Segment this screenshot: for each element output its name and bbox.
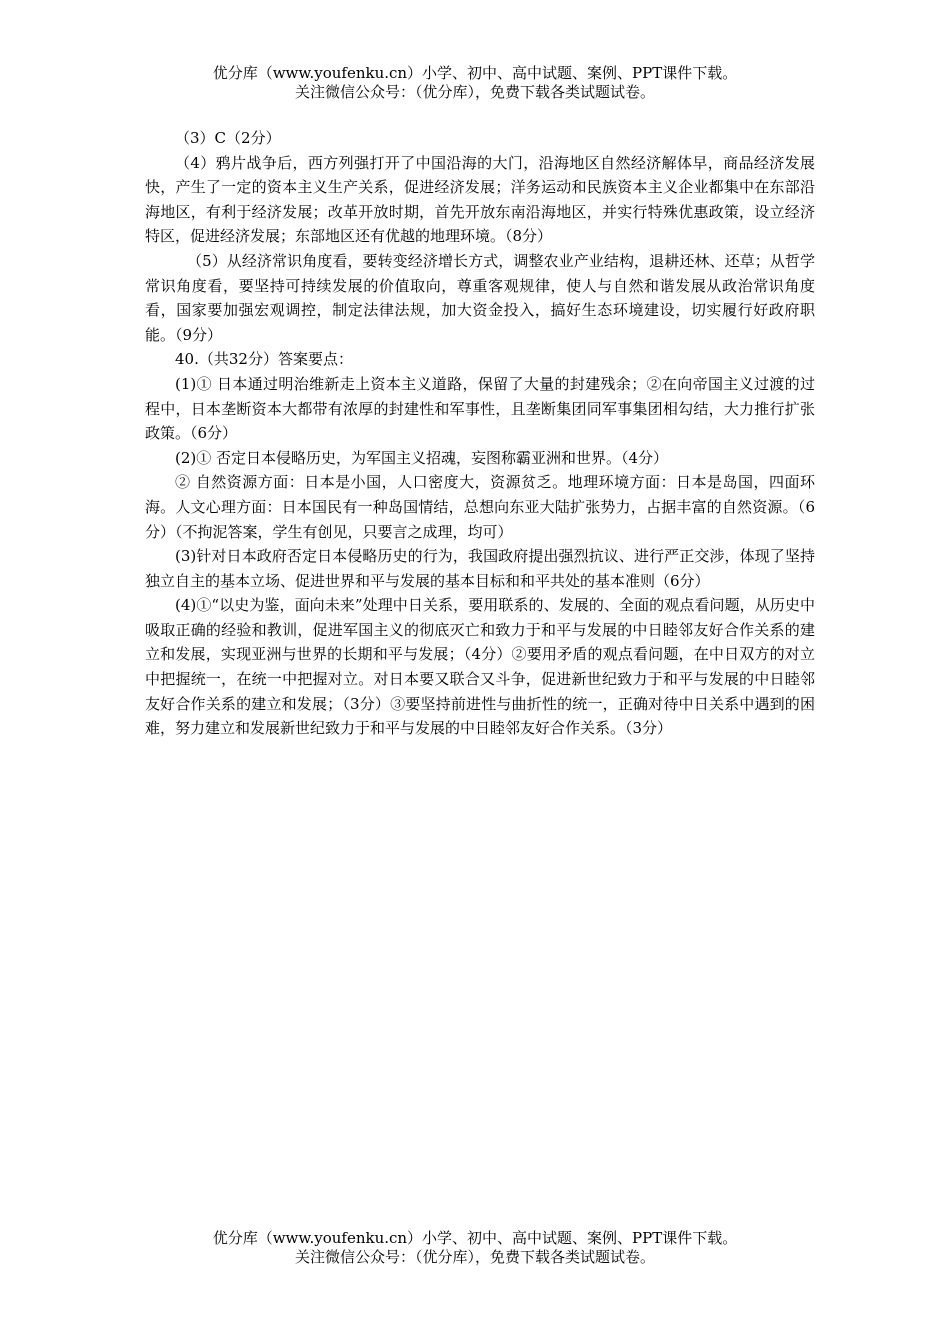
answer-body [145, 126, 815, 741]
answer-4: （4）鸦片战争后，西方列强打开了中国沿海的大门，沿海地区自然经济解体早，商品经济发展快，产生了一定的资本主义生产关系，促进经济发展；洋务运动和民族资本主义企业都集中在东部沿海地区，有利于经济发展；改革开放时期，首先开放东南沿海地区，并实行特殊优惠政策，设立经济特区，促进经济发展；东部地区还有优越的地理环境。（8分） [145, 153, 815, 246]
footer-line-1: 优分库（www.youfenku.cn）小学、初中、高中试题、案例、PPT课件下载。 [212, 1229, 738, 1247]
header-line-2: 关注微信公众号：（优分库），免费下载各类试题试卷。 [294, 83, 655, 101]
answer-3: （3）C（2分） [175, 129, 281, 147]
answer-5: （5）从经济常识角度看，要转变经济增长方式，调整农业产业结构，退耕还林、还草；从哲学常识角度看，要坚持可持续发展的价值取向，尊重客观规律，使人与自然和谐发展从政治常识角度看，国家要加强宏观调控，制定法律法规，加大资金投入，搞好生态环境建设，切实履行好政府职能。（9分） [145, 251, 815, 344]
page-header [0, 64, 950, 102]
header-line-1: 优分库（www.youfenku.cn）小学、初中、高中试题、案例、PPT课件下载。 [212, 64, 738, 82]
answer-40-2-a: (2)① 否定日本侵略历史，为军国主义招魂，妄图称霸亚洲和世界。（4分） [175, 448, 669, 467]
footer-line-2: 关注微信公众号：（优分库），免费下载各类试题试卷。 [294, 1248, 655, 1266]
answer-40-4: (4)①“以史为鉴，面向未来”处理中日关系，要用联系的、发展的、全面的观点看问题，从历史中吸取正确的经验和教训，促进军国主义的彻底灭亡和致力于和平与发展的中日睦邻友好合作关系的建立和发展，实现亚洲与世界的长期和平与发展；（4分）②要用矛盾的观点看问题，在中日双方的对立中把握统一，在统一中把握对立。对日本要又联合又斗争，促进新世纪致力于和平与发展的中日睦邻友好合作关系的建立和发展；（3分）③要坚持前进性与曲折性的统一，正确对待中日关系中遇到的困难，努力建立和发展新世纪致力于和平与发展的中日睦邻友好合作关系。（3分） [145, 596, 815, 738]
answer-40-2-b: ② 自然资源方面：日本是小国，人口密度大，资源贫乏。地理环境方面：日本是岛国，四面环海。人文心理方面：日本国民有一种岛国情结，总想向东亚大陆扩张势力，占据丰富的自然资源。（6分）（不拘泥答案，学生有创见，只要言之成理，均可） [145, 473, 815, 541]
question-40-heading: 40.（共32分）答案要点： [175, 350, 353, 369]
page-footer [0, 1229, 950, 1267]
answer-40-3: (3)针对日本政府否定日本侵略历史的行为，我国政府提出强烈抗议、进行严正交涉，体现了坚持独立自主的基本立场、促进世界和平与发展的基本目标和和平共处的基本准则（6分） [145, 547, 815, 590]
answer-40-1: (1)① 日本通过明治维新走上资本主义道路，保留了大量的封建残余；②在向帝国主义过渡的过程中，日本垄断资本大都带有浓厚的封建性和军事性，且垄断集团同军事集团相勾结，大力推行扩张政策。（6分） [145, 374, 815, 443]
